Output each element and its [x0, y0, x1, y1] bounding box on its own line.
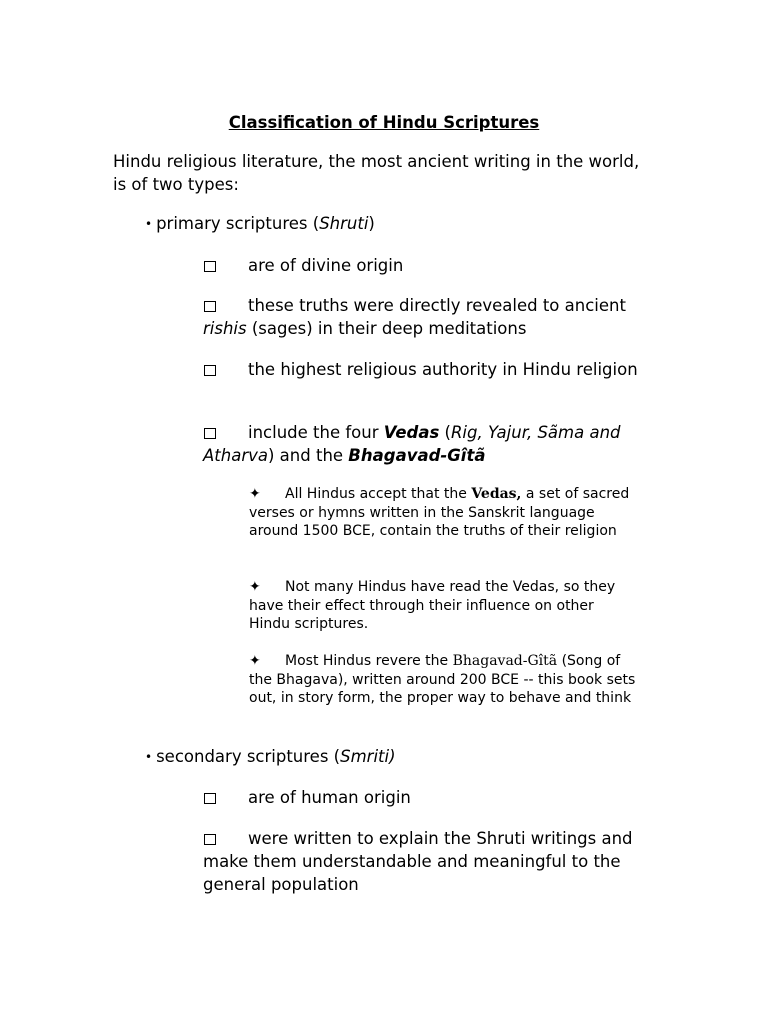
secondary-item-human-origin: are of human origin: [203, 786, 643, 809]
primary-item-authority: the highest religious authority in Hindu religion: [203, 358, 643, 381]
bullet-icon: •: [145, 217, 153, 231]
intro-paragraph: Hindu religious literature, the most ancient writing in the world, is of two types:: [113, 152, 640, 194]
primary-item-divine-origin: are of divine origin: [203, 254, 643, 277]
sub-item-vedas-influence: ✦ Not many Hindus have read the Vedas, so they have their effect through their influence on other Hindu scriptures.: [249, 579, 616, 632]
square-bullet-icon: [204, 834, 216, 845]
star-bullet-icon: ✦: [249, 579, 261, 595]
square-bullet-icon: [204, 428, 216, 439]
square-bullet-icon: [204, 365, 216, 376]
primary-scriptures-bullet: • primary scriptures (Shruti): [145, 214, 375, 233]
primary-item-vedas: include the four Vedas (Rig, Yajur, Sãma and Atharva) and the Bhagavad-Gîtã: [203, 423, 621, 465]
star-bullet-icon: ✦: [249, 486, 261, 502]
primary-item-revealed: these truths were directly revealed to ancient rishis (sages) in their deep meditations: [203, 296, 626, 338]
page-title: Classification of Hindu Scriptures: [228, 113, 540, 132]
sub-item-vedas-accept: ✦ All Hindus accept that the Vedas, a set of sacred verses or hymns written in the Sanskrit language around 1500 BCE, contain the truths of their religion: [249, 486, 630, 539]
secondary-item-explain: were written to explain the Shruti writings and make them understandable and meaningful to the general population: [203, 829, 633, 894]
secondary-scriptures-bullet: • secondary scriptures (Smriti): [145, 747, 396, 766]
star-bullet-icon: ✦: [249, 653, 261, 669]
square-bullet-icon: [204, 261, 216, 272]
bullet-icon: •: [145, 750, 153, 764]
square-bullet-icon: [204, 301, 216, 312]
square-bullet-icon: [204, 793, 216, 804]
sub-item-gita: ✦ Most Hindus revere the Bhagavad-Gîtã (Song of the Bhagava), written around 200 BCE -- this book sets out, in story form, the proper way to behave and think: [249, 653, 636, 706]
